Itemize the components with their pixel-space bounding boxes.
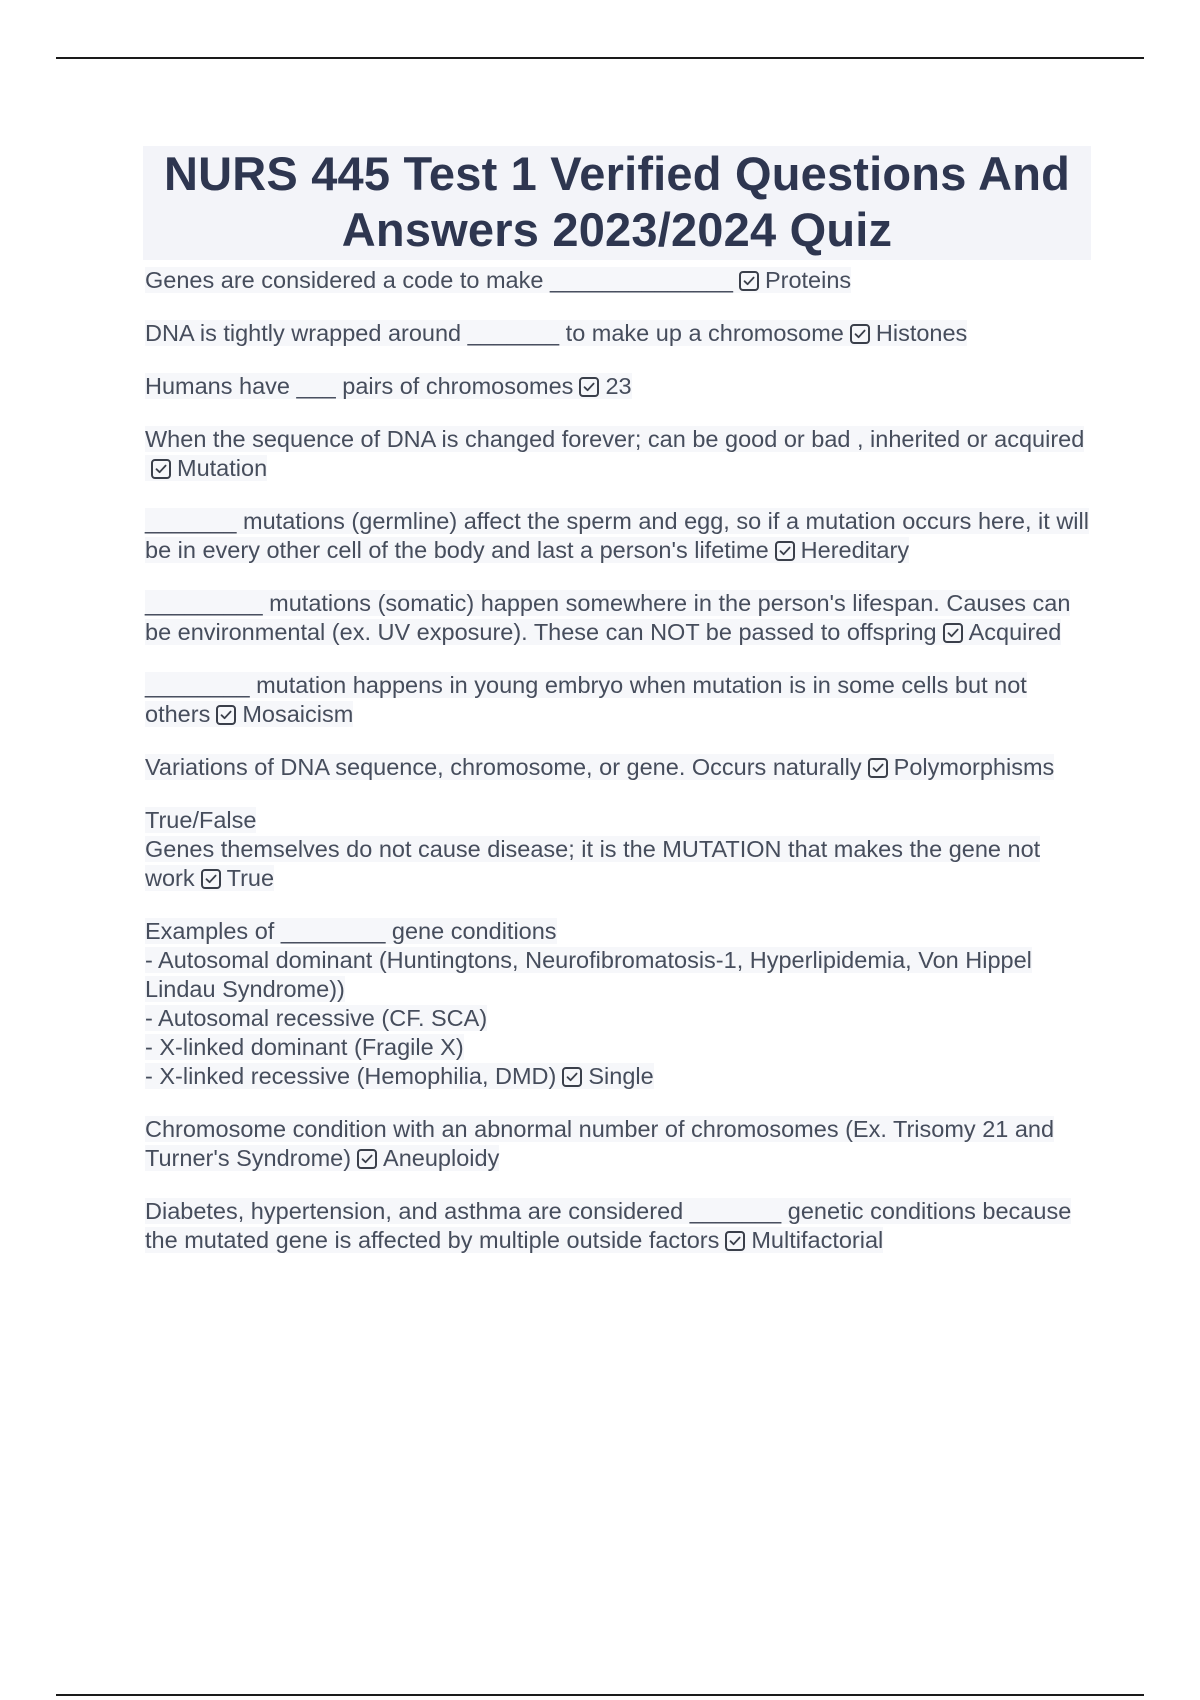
question-text: - X-linked dominant (Fragile X)	[145, 1034, 464, 1060]
answer-text: Proteins	[764, 267, 852, 293]
answer-text: Mosaicism	[242, 701, 354, 727]
qa-item	[145, 1115, 1093, 1173]
question-line-text	[145, 754, 1054, 780]
question-text: Diabetes, hypertension, and asthma are considered _______ genetic conditions because the mutated gene is affected by multiple outside factors	[145, 1198, 1072, 1253]
question-text: When the sequence of DNA is changed forever; can be good or bad , inherited or acquired	[145, 426, 1085, 452]
question-line-text	[145, 807, 256, 833]
question-line-text	[145, 1005, 487, 1031]
checked-box-icon	[850, 324, 870, 344]
qa-item	[145, 917, 1093, 1091]
answer-text: Histones	[875, 320, 968, 346]
question-line-text	[145, 947, 1032, 1002]
question-text: - X-linked recessive (Hemophilia, DMD)	[145, 1063, 557, 1089]
checked-box-icon	[357, 1149, 377, 1169]
bottom-rule	[56, 1694, 1144, 1696]
title-line-2: Answers 2023/2024 Quiz	[341, 203, 893, 256]
question-line	[145, 1004, 1093, 1033]
title-line-1: NURS 445 Test 1 Verified Questions And	[163, 147, 1071, 200]
question-line-text	[145, 267, 851, 293]
qa-item	[145, 266, 1093, 295]
question-line-text	[145, 373, 632, 399]
document-body	[145, 146, 1093, 1255]
question-text: Genes are considered a code to make ______________	[145, 267, 733, 293]
checked-box-icon	[775, 541, 795, 561]
question-line	[145, 946, 1093, 1004]
checked-box-icon	[725, 1231, 745, 1251]
checked-box-icon	[201, 869, 221, 889]
checked-box-icon	[216, 705, 236, 725]
question-line	[145, 1062, 1093, 1091]
question-text: _________ mutations (somatic) happen somewhere in the person's lifespan. Causes can be environmental (ex. UV exposure). These can NOT be passed to offspring	[145, 590, 1071, 645]
answer-text: Hereditary	[800, 537, 910, 563]
answer-text: True	[226, 865, 275, 891]
qa-item	[145, 806, 1093, 893]
question-text: - Autosomal dominant (Huntingtons, Neurofibromatosis-1, Hyperlipidemia, Von Hippel Lindau Syndrome))	[145, 947, 1032, 1002]
answer-text: Acquired	[968, 619, 1062, 645]
question-text: Genes themselves do not cause disease; it is the MUTATION that makes the gene not work	[145, 836, 1041, 891]
checked-box-icon	[579, 377, 599, 397]
top-rule	[56, 57, 1144, 59]
checked-box-icon	[943, 623, 963, 643]
question-text: DNA is tightly wrapped around _______ to make up a chromosome	[145, 320, 844, 346]
question-line	[145, 806, 1093, 835]
checked-box-icon	[739, 271, 759, 291]
question-line-text	[145, 918, 557, 944]
question-line-text	[145, 590, 1070, 645]
question-line	[145, 917, 1093, 946]
qa-item	[145, 372, 1093, 401]
question-line	[145, 835, 1093, 893]
question-text: ________ mutation happens in young embryo when mutation is in some cells but not others	[145, 672, 1027, 727]
answer-text: Aneuploidy	[383, 1145, 500, 1171]
qa-item	[145, 507, 1093, 565]
qa-item	[145, 671, 1093, 729]
answer-text: Polymorphisms	[893, 754, 1055, 780]
question-line-text	[145, 426, 1084, 481]
question-line-text	[145, 1063, 654, 1089]
question-line-text	[145, 836, 1040, 891]
title-block	[143, 146, 1091, 260]
question-text: - Autosomal recessive (CF. SCA)	[145, 1005, 488, 1031]
page-title	[143, 146, 1091, 258]
checked-box-icon	[868, 758, 888, 778]
question-list	[145, 266, 1093, 1255]
question-text: _______ mutations (germline) affect the sperm and egg, so if a mutation occurs here, it will be in every other cell of the body and last a person's lifetime	[145, 508, 1089, 563]
question-line-text	[145, 508, 1089, 563]
qa-item	[145, 425, 1093, 483]
answer-text: Mutation	[177, 455, 268, 481]
question-line-text	[145, 1198, 1071, 1253]
question-line-text	[145, 672, 1027, 727]
question-text: True/False	[145, 807, 257, 833]
question-text: Variations of DNA sequence, chromosome, or gene. Occurs naturally	[145, 754, 862, 780]
question-text: Humans have ___ pairs of chromosomes	[145, 373, 574, 399]
checked-box-icon	[151, 459, 171, 479]
question-text: Examples of ________ gene conditions	[145, 918, 557, 944]
qa-item	[145, 753, 1093, 782]
question-line	[145, 1033, 1093, 1062]
checked-box-icon	[562, 1067, 582, 1087]
answer-text: Multifactorial	[751, 1227, 884, 1253]
qa-item	[145, 1197, 1093, 1255]
question-line-text	[145, 1034, 464, 1060]
qa-item	[145, 589, 1093, 647]
qa-item	[145, 319, 1093, 348]
question-line-text	[145, 320, 967, 346]
question-line-text	[145, 1116, 1054, 1171]
answer-text: Single	[588, 1063, 654, 1089]
answer-text: 23	[605, 373, 632, 399]
question-text: Chromosome condition with an abnormal number of chromosomes (Ex. Trisomy 21 and Turner's Syndrome)	[145, 1116, 1055, 1171]
